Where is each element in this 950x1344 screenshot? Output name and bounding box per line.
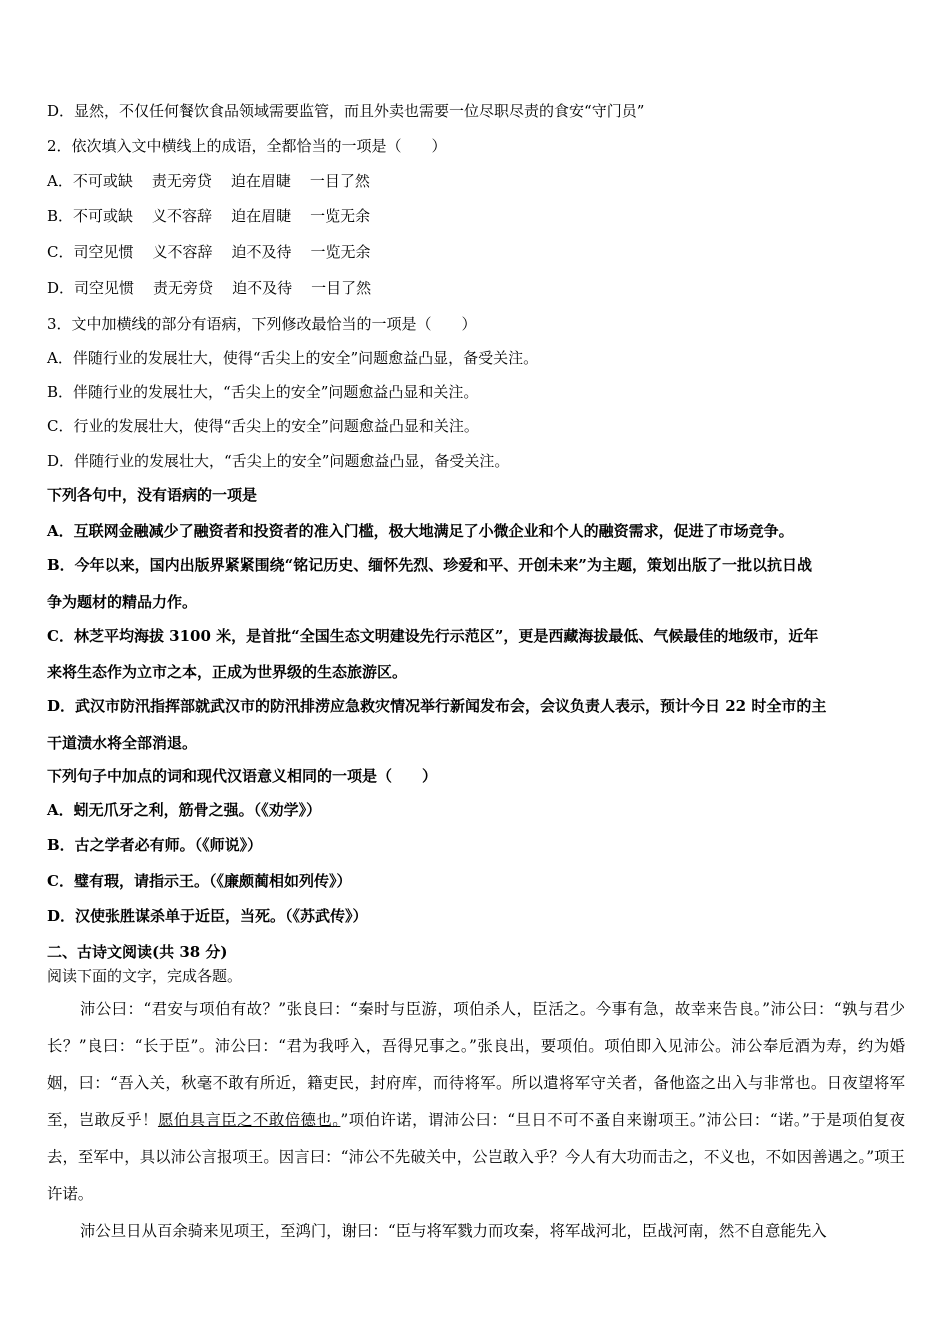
underlined-sentence: 愿伯具言臣之不敢倍德也。 (157, 1111, 341, 1129)
q5-option-d: D．汉使张胜谋杀单于近臣，当死。（《苏武传》） (47, 907, 368, 925)
q3-stem: 3．文中加横线的部分有语病，下列修改最恰当的一项是（ ） (47, 315, 477, 333)
q4-option-c-line2: 来将生态作为立市之本，正成为世界级的生态旅游区。 (47, 663, 408, 681)
q5-option-b: B．古之学者必有师。（《师说》） (47, 836, 263, 854)
section-heading: 二、古诗文阅读(共 38 分) (47, 943, 228, 961)
q3-option-a: A．伴随行业的发展壮大，使得“舌尖上的安全”问题愈益凸显，备受关注。 (47, 349, 539, 367)
q3-option-c: C．行业的发展壮大，使得“舌尖上的安全”问题愈益凸显和关注。 (47, 417, 479, 435)
q4-option-a: A．互联网金融减少了融资者和投资者的准入门槛，极大地满足了小微企业和个人的融资需求，促进了市场竞争。 (47, 522, 794, 540)
q3-option-d: D．伴随行业的发展壮大，“舌尖上的安全”问题愈益凸显，备受关注。 (47, 452, 510, 470)
q2-option-c: C．司空见惯 义不容辞 迫不及待 一览无余 (47, 243, 371, 261)
q2-option-b: B．不可或缺 义不容辞 迫在眉睫 一览无余 (47, 207, 371, 225)
q5-option-c: C．璧有瑕，请指示王。（《廉颇蔺相如列传》） (47, 872, 352, 890)
q3-option-b: B．伴随行业的发展壮大，“舌尖上的安全”问题愈益凸显和关注。 (47, 383, 479, 401)
q2-stem: 2．依次填入文中横线上的成语，全都恰当的一项是（ ） (47, 137, 447, 155)
q4-stem: 下列各句中，没有语病的一项是 (47, 486, 258, 504)
passage-paragraph-2: 沛公旦日从百余骑来见项王，至鸿门，谢曰：“臣与将军戮力而攻秦，将军战河北，臣战河南，然不自意能先入 (80, 1222, 827, 1240)
q2-option-a: A．不可或缺 责无旁贷 迫在眉睫 一目了然 (47, 172, 370, 190)
section-instruction: 阅读下面的文字，完成各题。 (47, 967, 243, 985)
q5-option-a: A．蚓无爪牙之利，筋骨之强。（《劝学》） (47, 801, 322, 819)
q4-option-c-line1: C．林芝平均海拔 3100 米，是首批“全国生态文明建设先行示范区”，更是西藏海拔最低、气候最佳的地级市，近年 (47, 627, 819, 645)
q4-option-b-line1: B．今年以来，国内出版界紧紧围绕“铭记历史、缅怀先烈、珍爱和平、开创未来”为主题，策划出版了一批以抗日战 (47, 556, 812, 574)
q4-option-d-line1: D．武汉市防汛指挥部就武汉市的防汛排涝应急救灾情况举行新闻发布会，会议负责人表示，预计今日 22 时全市的主 (47, 697, 827, 715)
q2-option-d: D．司空见惯 责无旁贷 迫不及待 一目了然 (47, 279, 372, 297)
q5-stem: 下列句子中加点的词和现代汉语意义相同的一项是（ ） (47, 767, 438, 785)
q4-option-b-line2: 争为题材的精品力作。 (47, 593, 198, 611)
q1-option-d: D．显然，不仅任何餐饮食品领域需要监管，而且外卖也需要一位尽职尽责的食安“守门员” (47, 102, 645, 120)
q4-option-d-line2: 干道渍水将全部消退。 (47, 734, 198, 752)
classical-passage (47, 991, 905, 1250)
passage-paragraph-1: 沛公曰：“君安与项伯有故？”张良曰：“秦时与臣游，项伯杀人，臣活之。今事有急，故幸来告良。”沛公曰：“孰与君少长？”良曰：“长于臣”。沛公曰：“君为我呼入，吾得兄事之。”张良出，要项伯。项伯即入见沛公。沛公奉卮酒为寿，约为婚姻，曰：“吾入关，秋毫不敢有所近，籍吏民，封府库，而待将军。所以遣将军守关者，备他盗之出入与非常也。日夜望将军至，岂敢反乎！愿伯具言臣之不敢倍德也。”项伯许诺，谓沛公曰：“旦日不可不蚤自来谢项王。”沛公曰：“诺。”于是项伯复夜去，至军中，具以沛公言报项王。因言曰：“沛公不先破关中，公岂敢入乎？今人有大功而击之，不义也，不如因善遇之。”项王许诺。 (47, 1000, 905, 1203)
